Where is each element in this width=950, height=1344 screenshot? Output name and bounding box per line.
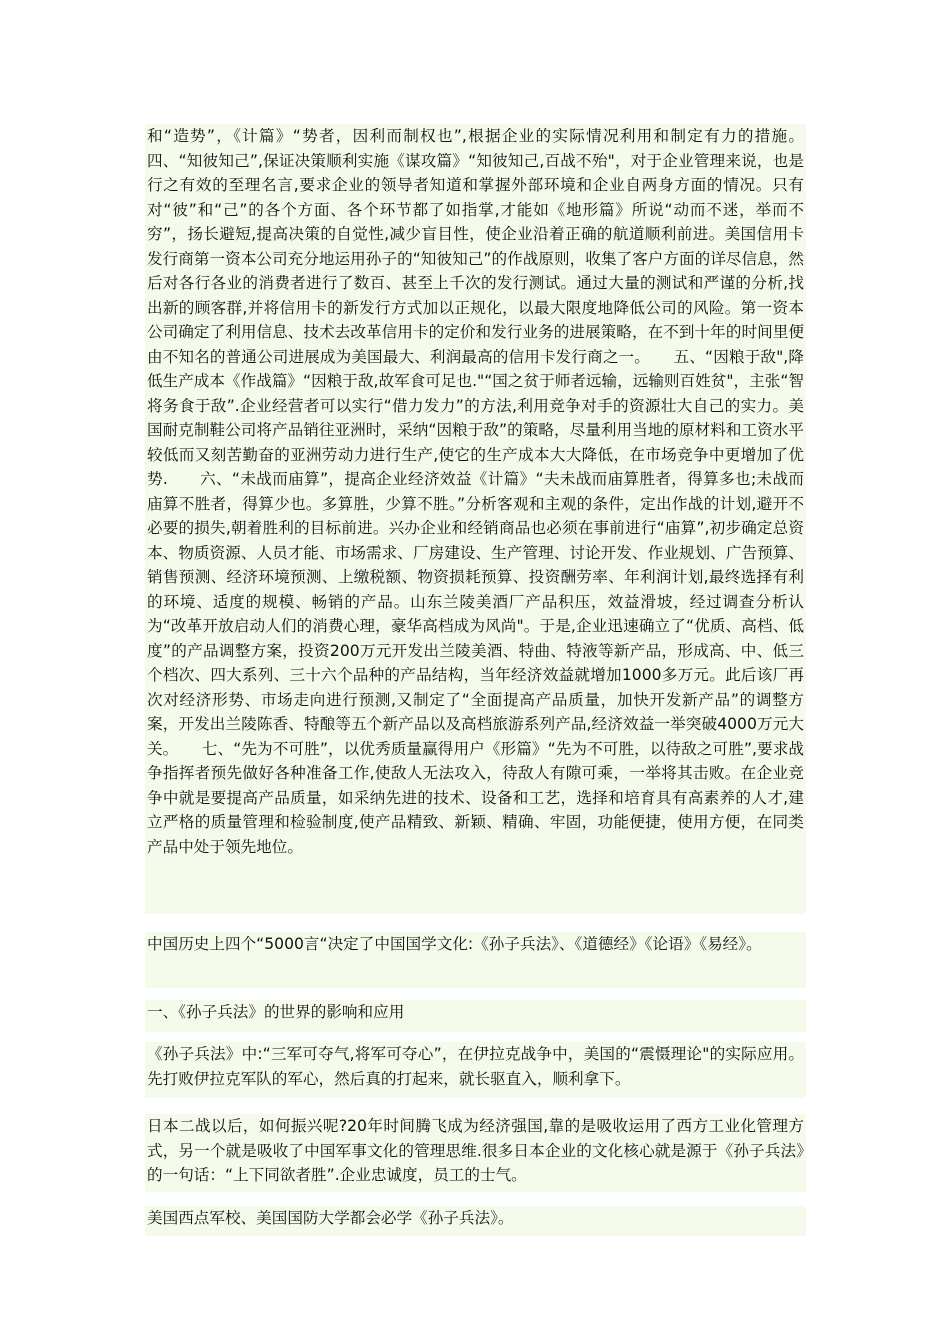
section-heading-influence: 一、《孙子兵法》的世界的影响和应用 [145, 1000, 806, 1032]
paragraph-main: 和“造势”，《计篇》“势者，因利而制权也”,根据企业的实际情况利用和制定有力的措施。四、“知彼知己”,保证决策顺利实施《谋攻篇》“知彼知己,百战不殆"，对于企业管理来说，也是行之有效的至理名言,要求企业的领导者知道和掌握外部环境和企业自两身方面的情况。只有对“彼”和“己”的各个方面、各个环节都了如指掌,才能如《地形篇》所说“动而不迷，举而不穷”，扬长避短,提高决策的自觉性,减少盲目性，使企业沿着正确的航道顺利前进。美国信用卡发行商第一资本公司充分地运用孙子的“知彼知己”的作战原则，收集了客户方面的详尽信息，然后对各行各业的消费者进行了数百、甚至上千次的发行测试。通过大量的测试和严谨的分析,找出新的顾客群,并将信用卡的新发行方式加以正规化，以最大限度地降低公司的风险。第一资本公司确定了利用信息、技术去改革信用卡的定价和发行业务的进展策略，在不到十年的时间里便由不知名的普通公司进展成为美国最大、利润最高的信用卡发行商之一。 五、“因粮于敌",降低生产成本《作战篇》“因粮于敌,故军食可足也."“国之贫于师者远输，远输则百姓贫"，主张“智将务食于敌”.企业经营者可以实行“借力发力”的方法,利用竞争对手的资源壮大自己的实力。美国耐克制鞋公司将产品销往亚洲时，采纳“因粮于敌”的策略，尽量利用当地的原材料和工资水平较低而又刻苦勤奋的亚洲劳动力进行生产,使它的生产成本大大降低，在市场竞争中更增加了优势. 六、“未战而庙算”，提高企业经济效益《计篇》“夫未战而庙算胜者，得算多也;未战而庙算不胜者，得算少也。多算胜，少算不胜。”分析客观和主观的条件，定出作战的计划,避开不必要的损失,朝着胜利的目标前进。兴办企业和经销商品也必须在事前进行“庙算”,初步确定总资本、物质资源、人员才能、市场需求、厂房建设、生产管理、讨论开发、作业规划、广告预算、销售预测、经济环境预测、上缴税额、物资损耗预算、投资酬劳率、年利润计划,最终选择有利的环境、适度的规模、畅销的产品。山东兰陵美酒厂产品积压，效益滑坡，经过调查分析认为“改革开放启动人们的消费心理，豪华高档成为风尚"。于是,企业迅速确立了“优质、高档、低度”的产品调整方案，投资200万元开发出兰陵美酒、特曲、特液等新产品，形成高、中、低三个档次、四大系列、三十六个品种的产品结构，当年经济效益就增加1000多万元。此后该厂再次对经济形势、市场走向进行预测,又制定了“全面提高产品质量，加快开发新产品”的调整方案，开发出兰陵陈香、特酿等五个新产品以及高档旅游系列产品,经济效益一举突破4000万元大关。 七、“先为不可胜”，以优秀质量赢得用户《形篇》“先为不可胜，以待敌之可胜”,要求战争指挥者预先做好各种准备工作,使敌人无法攻入，待敌人有隙可乘，一举将其击败。在企业竞争中就是要提高产品质量，如采纳先进的技术、设备和工艺，选择和培育具有高素养的人才,建立严格的质量管理和检验制度,使产品精致、新颖、精确、牢固，功能便捷，使用方便，在同类产品中处于领先地位。 [145, 124, 806, 914]
paragraph-japan: 日本二战以后，如何振兴呢?20年时间腾飞成为经济强国,靠的是吸收运用了西方工业化管理方式，另一个就是吸收了中国军事文化的管理思维.很多日本企业的文化核心就是源于《孙子兵法》的一句话：“上下同欲者胜”.企业忠诚度，员工的士气。 [145, 1114, 806, 1192]
paragraph-west-point: 美国西点军校、美国国防大学都会必学《孙子兵法》。 [145, 1206, 806, 1236]
paragraph-iraq-war: 《孙子兵法》中:“三军可夺气,将军可夺心”，在伊拉克战争中，美国的“震慑理论"的实际应用。先打败伊拉克军队的军心，然后真的打起来，就长驱直入，顺利拿下。 [145, 1042, 806, 1098]
paragraph-five-thousand-words: 中国历史上四个“5000言“决定了中国国学文化:《孙子兵法》、《道德经》《论语》《易经》。 [145, 932, 806, 988]
